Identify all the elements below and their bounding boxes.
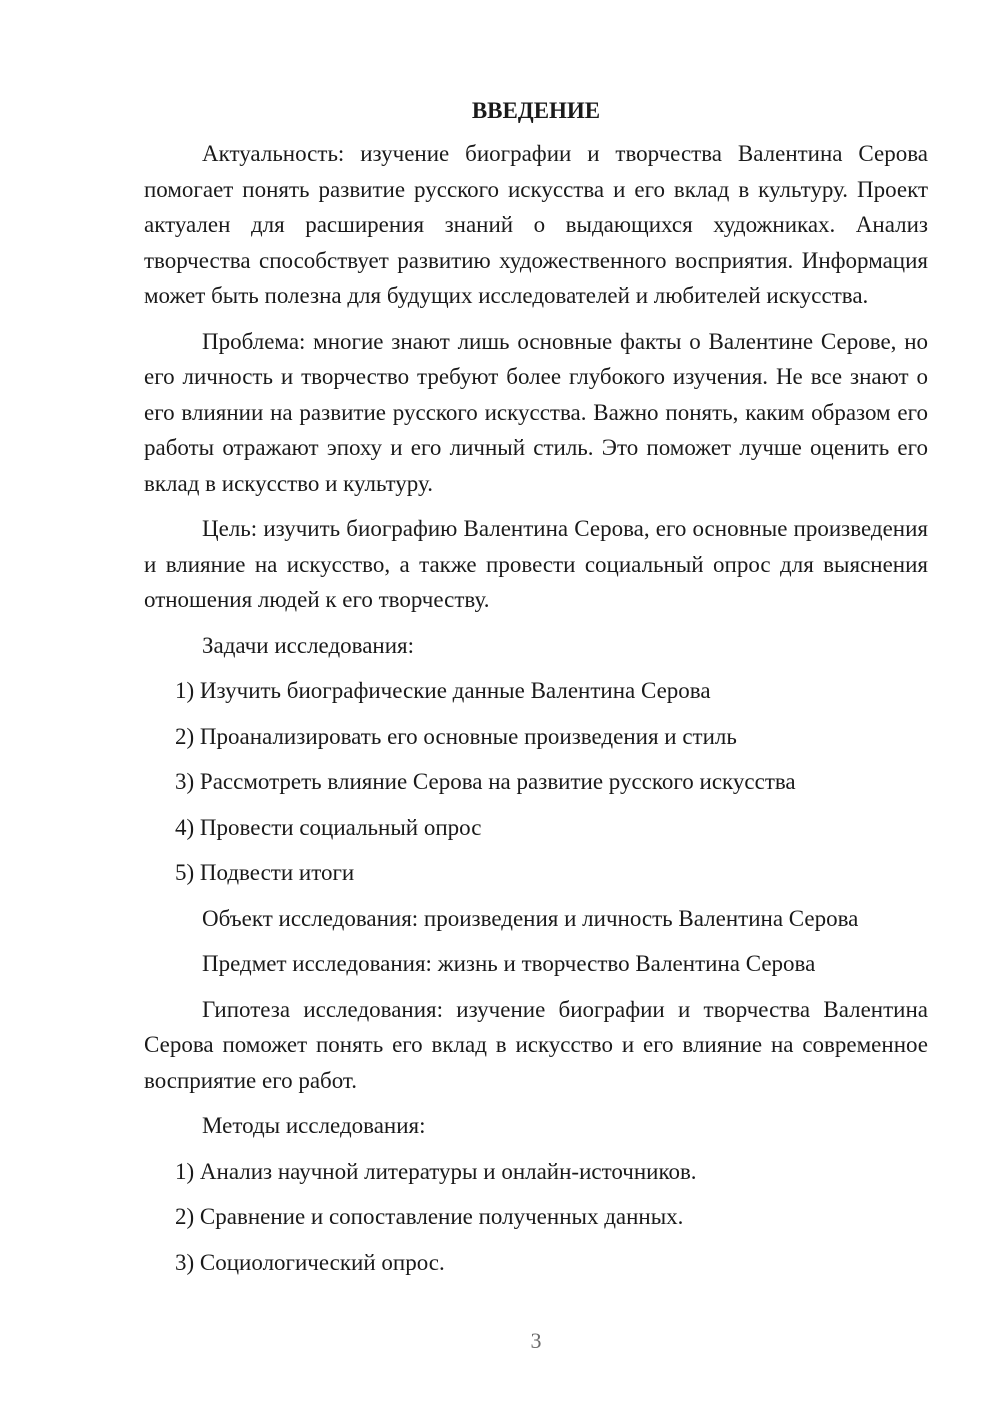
relevance-paragraph: Актуальность: изучение биографии и творчества Валентина Серова помогает понять развитие русского искусства и его вклад в культуру. Проект актуален для расширения знаний о выдающихся художниках. Анализ творчества способствует развитию художественного восприятия. Информация может быть полезна для будущих исследователей и любителей искусства. bbox=[144, 141, 928, 308]
task-item: 5) Подвести итоги bbox=[175, 860, 355, 885]
document-body bbox=[144, 93, 928, 1290]
method-item: 1) Анализ научной литературы и онлайн-источников. bbox=[175, 1158, 697, 1184]
tasks-heading: Задачи исследования: bbox=[202, 632, 415, 658]
method-item: 2) Сравнение и сопоставление полученных данных. bbox=[175, 1204, 684, 1229]
method-item: 3) Социологический опрос. bbox=[175, 1249, 445, 1275]
page-number: 3 bbox=[530, 1328, 542, 1353]
goal-paragraph: Цель: изучить биографию Валентина Серова, его основные произведения и влияние на искусство, а также провести социальный опрос для выяснения отношения людей к его творчеству. bbox=[144, 516, 928, 612]
problem-paragraph: Проблема: многие знают лишь основные факты о Валентине Серове, но его личность и творчество требуют более глубокого изучения. Не все знают о его влиянии на развитие русского искусства. Важно понять, каким образом его работы отражают эпоху и его личный стиль. Это поможет лучше оценить его вклад в искусство и культуру. bbox=[144, 328, 928, 496]
task-item: 3) Рассмотреть влияние Серова на развитие русского искусства bbox=[175, 769, 796, 794]
research-object: Объект исследования: произведения и личность Валентина Серова bbox=[202, 905, 859, 931]
task-item: 2) Проанализировать его основные произведения и стиль bbox=[175, 723, 737, 749]
hypothesis-paragraph: Гипотеза исследования: изучение биографии и творчества Валентина Серова поможет понять его вклад в искусство и его влияние на современное восприятие его работ. bbox=[144, 996, 928, 1093]
section-title: ВВЕДЕНИЕ bbox=[471, 98, 601, 123]
task-item: 1) Изучить биографические данные Валентина Серова bbox=[175, 678, 711, 703]
task-item: 4) Провести социальный опрос bbox=[175, 814, 482, 840]
research-subject: Предмет исследования: жизнь и творчество Валентина Серова bbox=[202, 951, 816, 976]
methods-heading: Методы исследования: bbox=[202, 1113, 426, 1138]
